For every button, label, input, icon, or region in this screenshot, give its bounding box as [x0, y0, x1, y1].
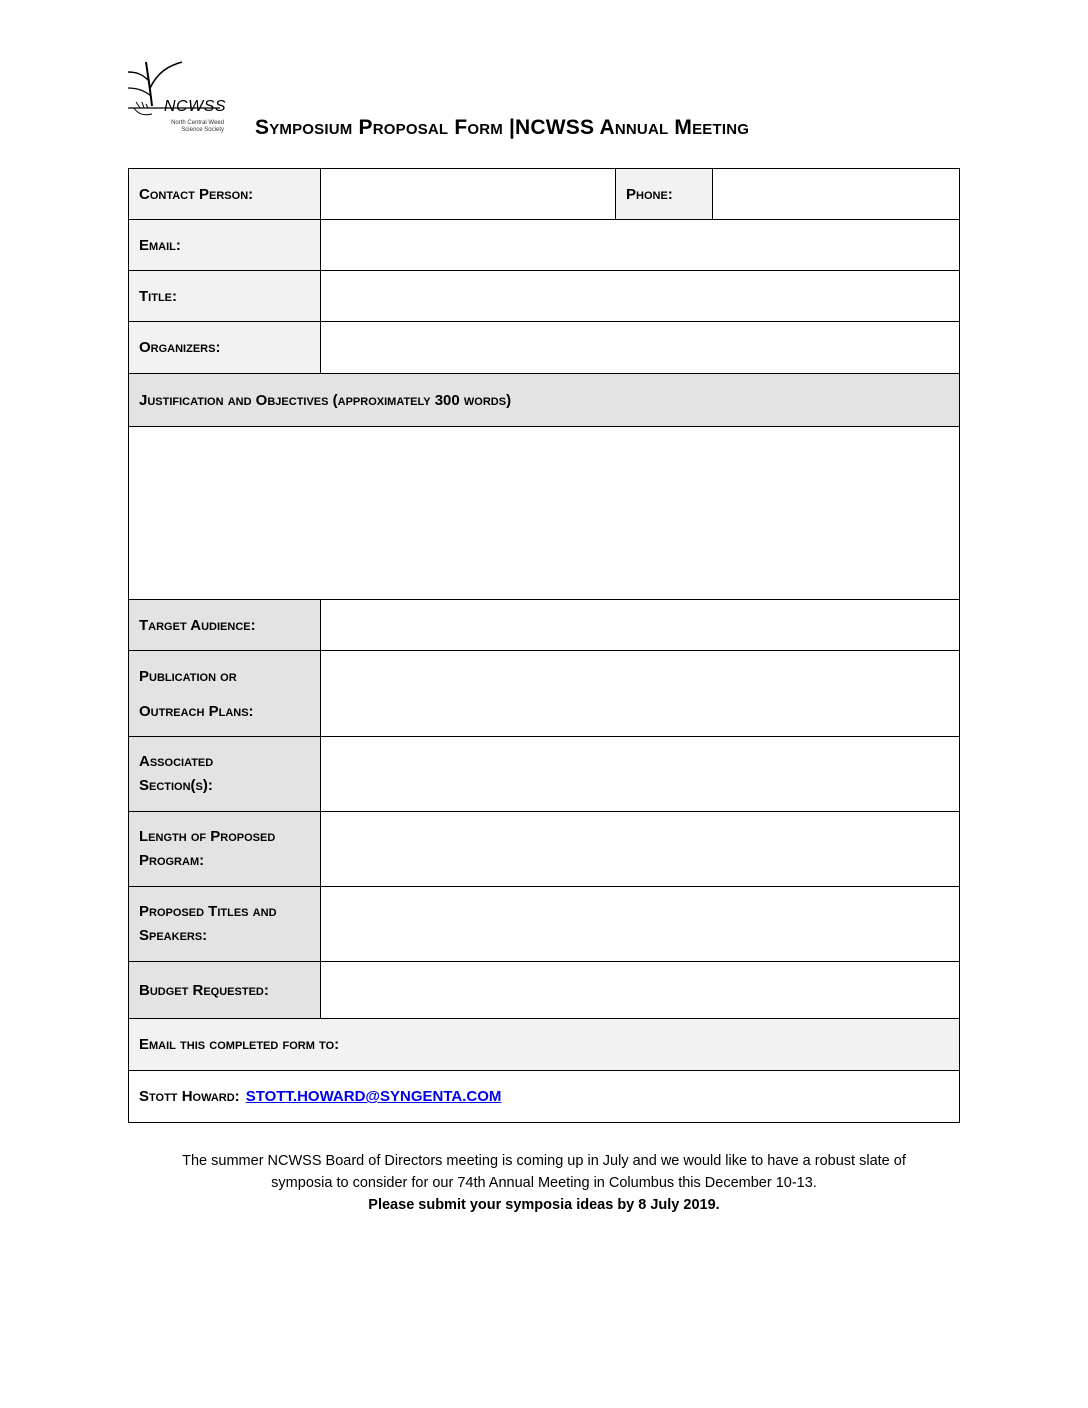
justification-row — [128, 427, 960, 600]
logo-subtitle: North Central Weed Science Society — [171, 120, 224, 133]
phone-field[interactable] — [713, 169, 959, 219]
budget-field[interactable] — [321, 962, 959, 1018]
target-audience-row — [128, 600, 960, 651]
phone-label: Phone: — [615, 169, 713, 219]
publication-row — [128, 651, 960, 737]
ncwss-logo — [124, 58, 228, 140]
title-field[interactable] — [321, 271, 959, 321]
publication-label — [129, 651, 321, 736]
associated-sections-row — [128, 737, 960, 812]
contact-row — [128, 168, 960, 220]
target-audience-field[interactable] — [321, 600, 959, 650]
associated-label-line2: Section(s): — [139, 777, 213, 794]
contact-person-field[interactable] — [321, 169, 615, 219]
contact-email-link[interactable]: STOTT.HOWARD@SYNGENTA.COM — [245, 1088, 502, 1105]
contact-person-label: Contact Person: — [129, 169, 321, 219]
titles-label-line2: Speakers: — [139, 927, 208, 944]
contact-info — [129, 1071, 959, 1122]
email-row — [128, 220, 960, 271]
titles-label-line1: Proposed Titles and — [139, 903, 277, 920]
page-title: Symposium Proposal Form |NCWSS Annual Meeting — [255, 116, 750, 139]
title-row — [128, 271, 960, 322]
associated-sections-label — [129, 737, 321, 811]
email-field[interactable] — [321, 220, 959, 270]
logo-text: NCWSS — [164, 98, 227, 115]
email-label: Email: — [129, 220, 321, 270]
budget-label: Budget Requested: — [129, 962, 321, 1018]
justification-label: Justification and Objectives (approximately 300 words) — [129, 374, 959, 426]
email-to-label: Email this completed form to: — [129, 1019, 959, 1070]
justification-field[interactable] — [129, 427, 959, 599]
contact-info-row — [128, 1071, 960, 1123]
titles-speakers-field[interactable] — [321, 887, 959, 961]
budget-row — [128, 962, 960, 1019]
program-length-field[interactable] — [321, 812, 959, 886]
justification-header-row — [128, 374, 960, 427]
publication-label-line2: Outreach Plans: — [139, 702, 254, 720]
contact-name: Stott Howard: — [139, 1088, 240, 1105]
associated-sections-field[interactable] — [321, 737, 959, 811]
length-label-line1: Length of Proposed — [139, 828, 276, 845]
publication-label-line1: Publication or — [139, 667, 237, 685]
target-audience-label: Target Audience: — [129, 600, 321, 650]
length-label-line2: Program: — [139, 852, 205, 869]
footer-deadline: Please submit your symposia ideas by 8 July 2019. — [368, 1197, 720, 1213]
titles-speakers-row — [128, 887, 960, 962]
footer-note — [128, 1150, 960, 1216]
associated-label-line1: Associated — [139, 753, 214, 770]
titles-speakers-label — [129, 887, 321, 961]
program-length-label — [129, 812, 321, 886]
email-to-row — [128, 1019, 960, 1071]
organizers-label: Organizers: — [129, 322, 321, 373]
footer-line1: The summer NCWSS Board of Directors meeting is coming up in July and we would like to have a robust slate of — [182, 1153, 906, 1169]
organizers-field[interactable] — [321, 322, 959, 373]
proposal-form — [128, 168, 960, 1123]
footer-line2: symposia to consider for our 74th Annual Meeting in Columbus this December 10-13. — [271, 1175, 817, 1191]
program-length-row — [128, 812, 960, 887]
publication-field[interactable] — [321, 651, 959, 736]
organizers-row — [128, 322, 960, 374]
title-label: Title: — [129, 271, 321, 321]
